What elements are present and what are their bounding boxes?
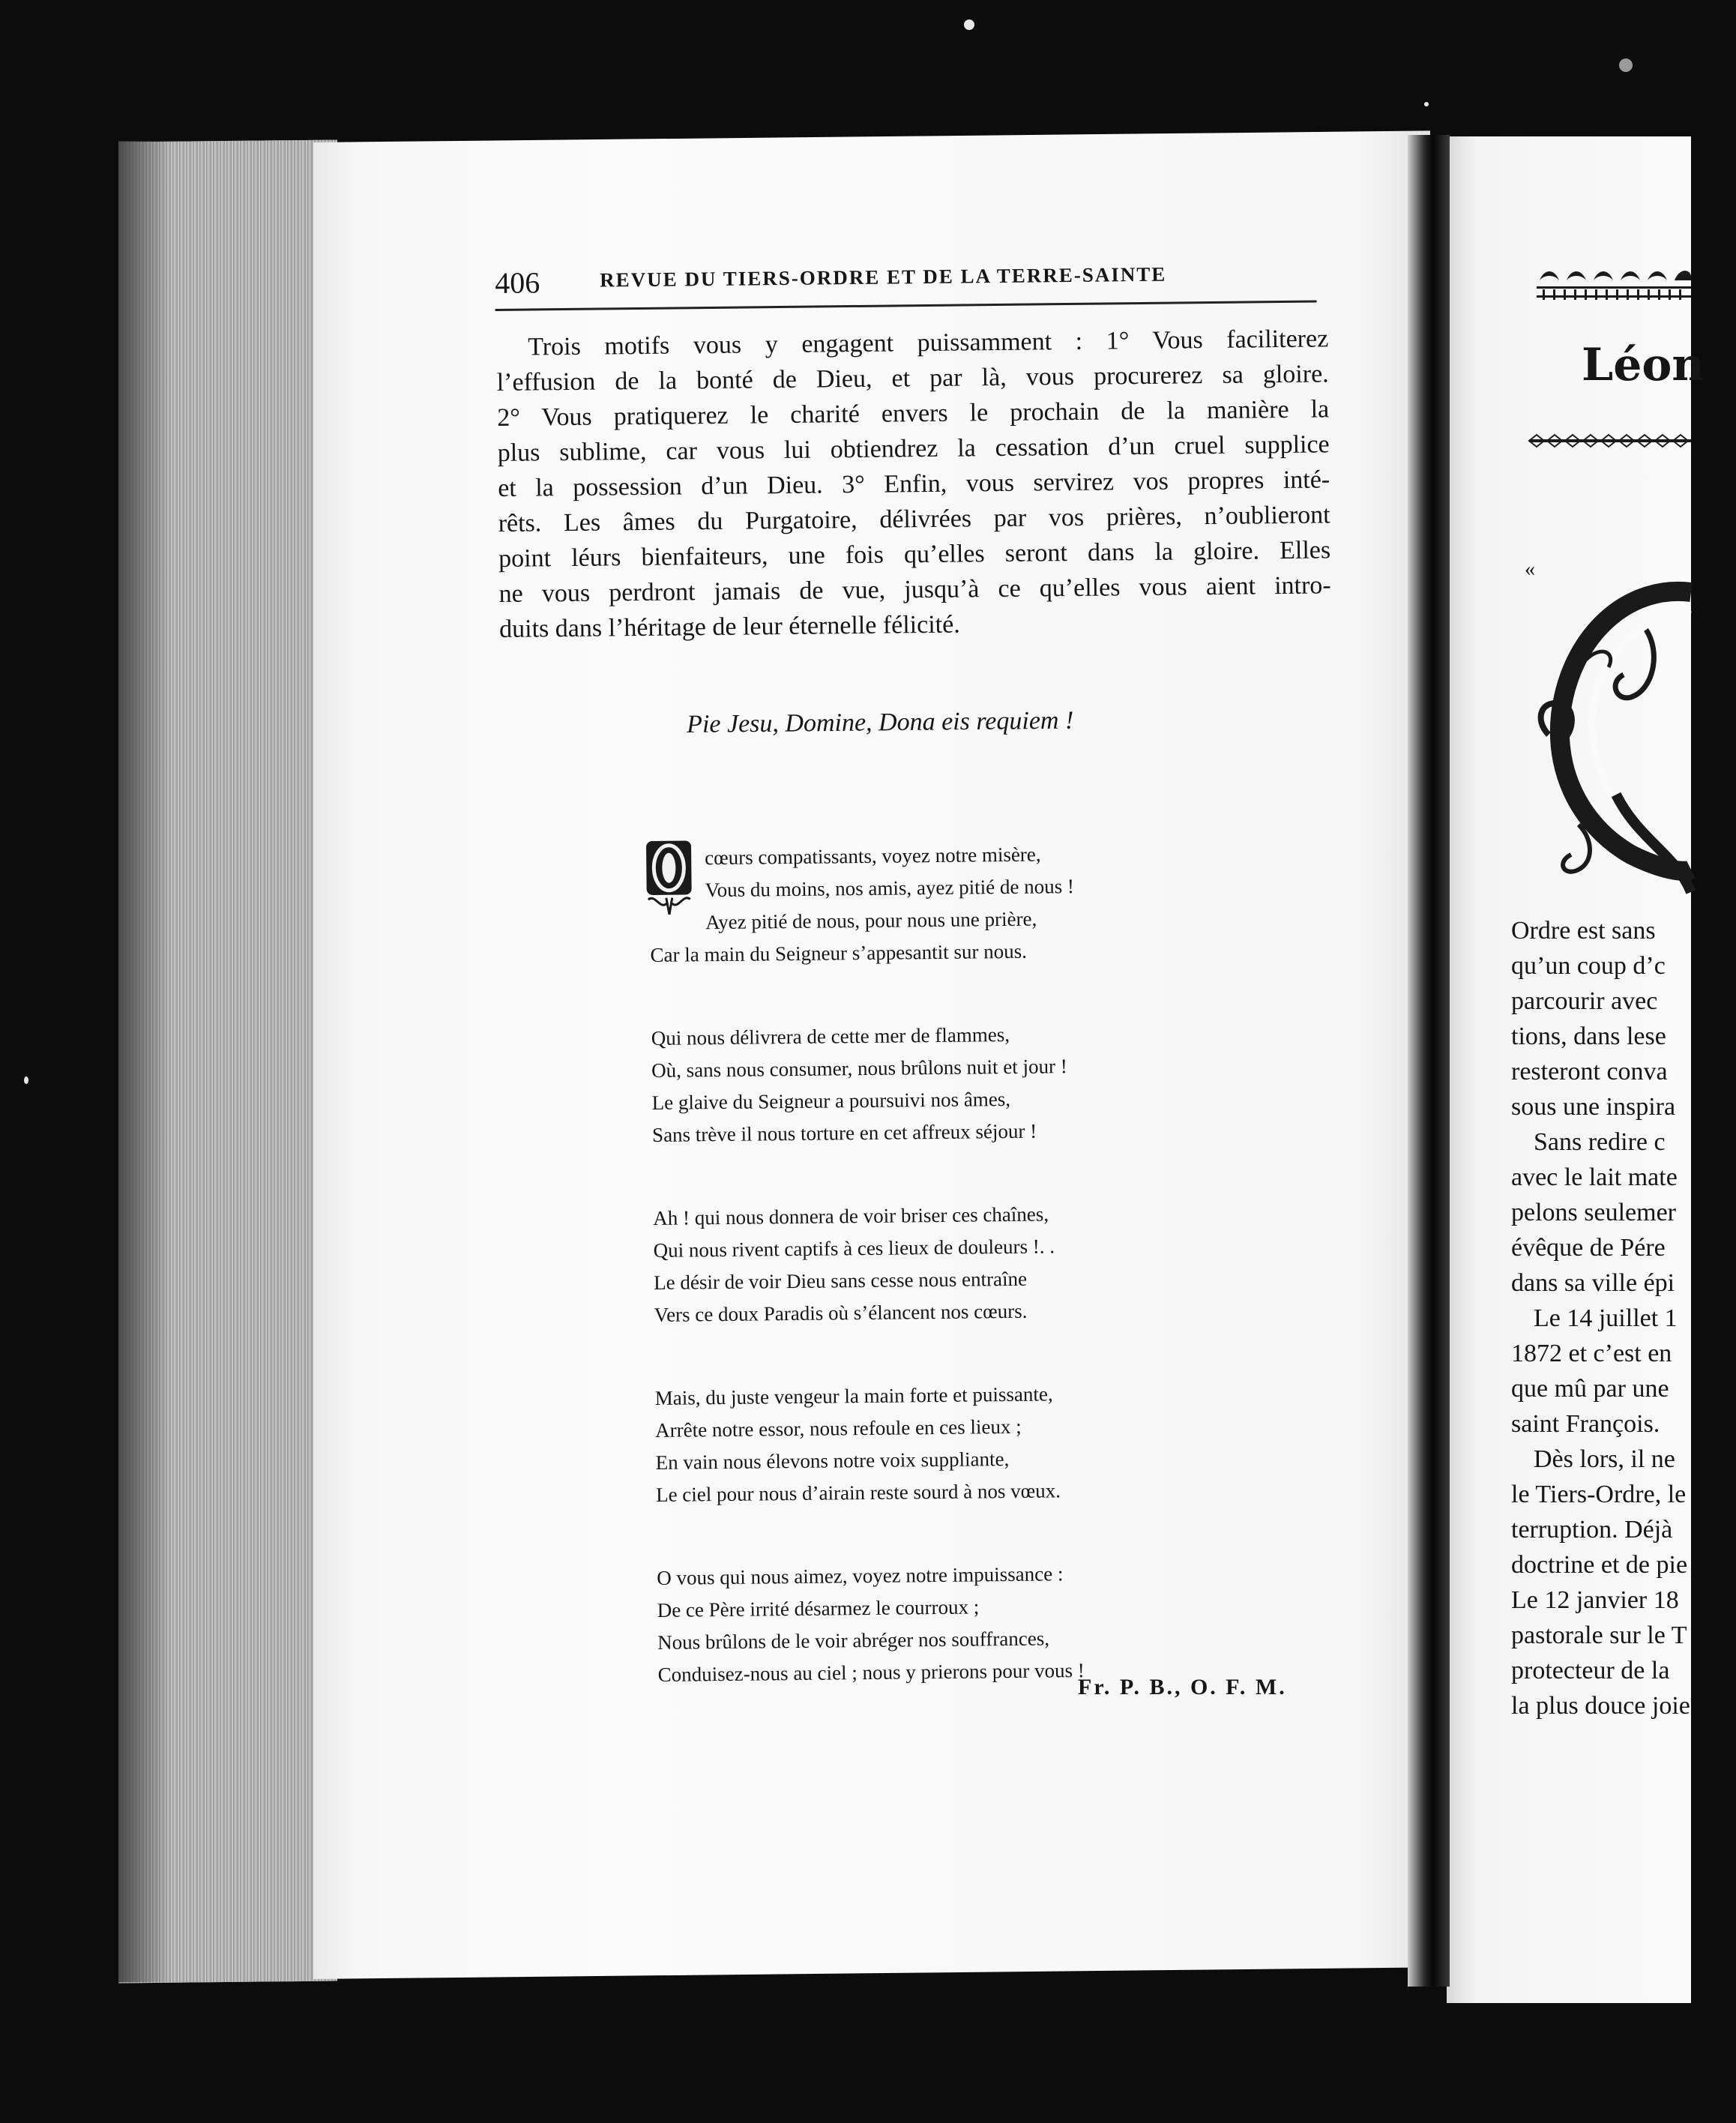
poem-verse: Vers ce doux Paradis où s’élancent nos cœurs. bbox=[654, 1299, 1028, 1326]
prose-line: rêts. Les âmes du Purgatoire, délivrées par vos prières, n’oublieront bbox=[498, 501, 1330, 537]
ornamental-rule bbox=[1529, 433, 1691, 448]
poem-verse: Ah ! qui nous donnera de voir briser ces chaînes, bbox=[653, 1202, 1049, 1229]
poem-verse: Le ciel pour nous d’airain reste sourd à nos vœux. bbox=[655, 1479, 1061, 1506]
ornamental-band bbox=[1537, 267, 1691, 306]
book-gutter bbox=[1408, 135, 1450, 1987]
poem-verse: Le glaive du Seigneur a poursuivi nos âmes, bbox=[651, 1087, 1011, 1114]
poem-verse: Arrête notre essor, nous refoule en ces lieux ; bbox=[655, 1415, 1022, 1442]
poem-verse: Vous du moins, nos amis, ayez pitié de nous ! bbox=[705, 875, 1075, 902]
poem-stanza bbox=[653, 1196, 1224, 1331]
right-page-line: Sans redire c bbox=[1534, 1128, 1666, 1156]
poem-stanza bbox=[649, 837, 1220, 972]
poem-stanza bbox=[651, 1017, 1223, 1151]
right-page-line: avec le lait mate bbox=[1511, 1163, 1678, 1191]
right-page-line: que mû par une bbox=[1511, 1375, 1669, 1403]
right-page-text bbox=[1511, 913, 1736, 1723]
poem-verse: Le désir de voir Dieu sans cesse nous entraîne bbox=[653, 1267, 1028, 1294]
book-edge-shadow bbox=[118, 141, 171, 1983]
poem-verse: Sans trève il nous torture en cet affreux séjour ! bbox=[651, 1119, 1037, 1146]
dust-speck bbox=[1424, 102, 1429, 106]
author-signature: Fr. P. B., O. F. M. bbox=[1078, 1675, 1287, 1699]
article-heading: Léon bbox=[1582, 339, 1705, 391]
right-page-line: Ordre est sans bbox=[1511, 917, 1656, 945]
poem-verse: De ce Père irrité désarmez le courroux ; bbox=[657, 1595, 980, 1621]
invocation-line: Pie Jesu, Domine, Dona eis requiem ! bbox=[687, 706, 1074, 738]
prose-line: Trois motifs vous y engagent puissamment : 1° Vous faciliterez bbox=[528, 325, 1329, 361]
poem-verse: Mais, du juste vengeur la main forte et puissante, bbox=[654, 1382, 1053, 1409]
right-page-line: parcourir avec bbox=[1511, 987, 1658, 1015]
dust-speck bbox=[964, 19, 974, 30]
journal-title: REVUE DU TIERS-ORDRE ET DE LA TERRE-SAINTE bbox=[600, 262, 1167, 292]
poem bbox=[649, 837, 1228, 1691]
right-page-line: doctrine et de pie bbox=[1511, 1551, 1688, 1579]
right-page-line: resteront conva bbox=[1511, 1058, 1668, 1085]
drop-cap-o-ornament bbox=[645, 839, 693, 918]
poem-verse: cœurs compatissants, voyez notre misère, bbox=[705, 843, 1041, 870]
right-page-line: dans sa ville épi bbox=[1511, 1269, 1675, 1297]
right-page-line: pelons seulemer bbox=[1511, 1199, 1676, 1226]
right-page-line: qu’un coup d’c bbox=[1511, 952, 1666, 980]
poem-verse: Qui nous délivrera de cette mer de flammes, bbox=[651, 1023, 1010, 1050]
right-page-line: pastorale sur le T bbox=[1511, 1621, 1687, 1649]
poem-stanza bbox=[657, 1556, 1228, 1691]
poem-verse: Ayez pitié de nous, pour nous une prière, bbox=[705, 907, 1037, 934]
right-page-line: saint François. bbox=[1511, 1410, 1660, 1438]
poem-verse: En vain nous élevons notre voix suppliante, bbox=[655, 1448, 1010, 1474]
poem-verse: Nous brûlons de le voir abréger nos souffrances, bbox=[657, 1627, 1050, 1654]
prose-line: plus sublime, car vous lui obtiendrez la cessation d’un cruel supplice bbox=[497, 430, 1330, 467]
right-page-line: terruption. Déjà bbox=[1511, 1516, 1673, 1544]
right-page-line: protecteur de la bbox=[1511, 1657, 1670, 1684]
right-page-line: 1872 et c’est en bbox=[1511, 1340, 1672, 1367]
poem-verse: Qui nous rivent captifs à ces lieux de douleurs !. . bbox=[653, 1235, 1055, 1262]
poem-stanza bbox=[655, 1376, 1226, 1511]
opening-quote-mark: « bbox=[1525, 558, 1535, 581]
poem-verse: O vous qui nous aimez, voyez notre impuissance : bbox=[657, 1562, 1064, 1589]
prose-line: point léurs bienfaiteurs, une fois qu’elles seront dans la gloire. Elles bbox=[498, 536, 1331, 573]
dust-speck bbox=[24, 1076, 28, 1084]
right-page-line: Le 14 juillet 1 bbox=[1534, 1304, 1678, 1332]
ornamental-drop-cap-q bbox=[1534, 570, 1691, 900]
prose-line: duits dans l’héritage de leur éternelle félicité. bbox=[498, 610, 960, 643]
right-page-line: évêque de Pére bbox=[1511, 1234, 1666, 1262]
prose-paragraph bbox=[496, 321, 1331, 647]
right-page-line: tions, dans lese bbox=[1511, 1023, 1666, 1050]
right-page-line: le Tiers-Ordre, le bbox=[1511, 1481, 1687, 1508]
prose-line: l’effusion de la bonté de Dieu, et par là, vous procurerez sa gloire. bbox=[496, 360, 1329, 397]
right-page-line: la plus douce joie bbox=[1511, 1692, 1690, 1720]
poem-verse: Conduisez-nous au ciel ; nous y prierons pour vous ! bbox=[657, 1658, 1085, 1686]
prose-line: et la possession d’un Dieu. 3° Enfin, vous servirez vos propres inté- bbox=[498, 466, 1330, 502]
page-number: 406 bbox=[495, 265, 540, 300]
right-page-line: Dès lors, il ne bbox=[1534, 1445, 1675, 1473]
prose-line: 2° Vous pratiquerez le charité envers le prochain de la manière la bbox=[497, 395, 1330, 432]
poem-verse: Où, sans nous consumer, nous brûlons nuit et jour ! bbox=[651, 1055, 1067, 1082]
dust-speck bbox=[1619, 58, 1633, 72]
right-page-line: Le 12 janvier 18 bbox=[1511, 1586, 1679, 1614]
right-page-line: sous une inspira bbox=[1511, 1093, 1676, 1121]
prose-line: ne vous perdront jamais de vue, jusqu’à ce qu’elles vous aient intro- bbox=[498, 571, 1331, 608]
poem-verse: Car la main du Seigneur s’appesantit sur nous. bbox=[650, 939, 1028, 966]
